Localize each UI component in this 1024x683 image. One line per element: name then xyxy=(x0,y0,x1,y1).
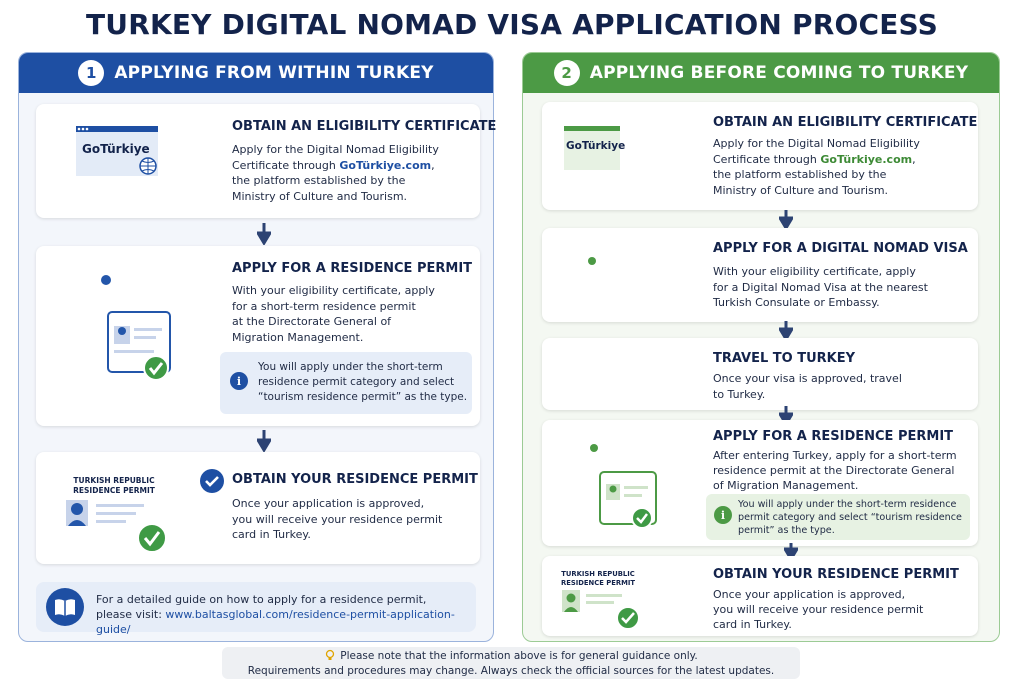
government-building-icon xyxy=(550,230,634,320)
monitor-brand-text: GoTürkiye xyxy=(82,142,150,156)
step-body: Once your application is approved, you will receive your residence permit card in Turkey. xyxy=(713,588,924,631)
step-title: TRAVEL TO TURKEY xyxy=(713,351,856,366)
disclaimer-line-2: Requirements and procedures may change. Always check the official sources for the latest updates. xyxy=(247,665,775,677)
disclaimer-footer xyxy=(222,647,800,679)
step-card-eligibility xyxy=(36,104,497,218)
panel-header xyxy=(523,53,999,93)
gotürkiye-link[interactable]: GoTürkiye.com xyxy=(339,158,432,172)
step-card-travel xyxy=(542,338,978,410)
step-title: APPLY FOR A DIGITAL NOMAD VISA xyxy=(713,241,968,256)
card-line-2: RESIDENCE PERMIT xyxy=(560,579,636,587)
computer-monitor-icon xyxy=(44,108,190,212)
card-line-1: TURKISH REPUBLIC xyxy=(561,570,635,578)
arrow-down-icon xyxy=(257,430,271,452)
panel-number: 2 xyxy=(554,60,580,86)
info-note: i You will apply under the short-term residence permit category and select “tourism residence permit” as the type. xyxy=(220,352,472,414)
step-card-residence-permit xyxy=(542,420,978,546)
step-card-obtain-permit xyxy=(542,556,978,636)
step-number: 3 xyxy=(687,352,697,368)
step-body: Apply for the Digital Nomad Eligibility Certificate through GoTürkiye.com, the platform established by the Ministry of Culture and Tourism. xyxy=(713,137,920,197)
page-title: TURKEY DIGITAL NOMAD VISA APPLICATION PROCESS xyxy=(85,8,939,41)
step-body: Once your application is approved, you will receive your residence permit card in Turkey. xyxy=(232,497,443,541)
step-title: APPLY FOR A RESIDENCE PERMIT xyxy=(232,261,473,276)
panel-heading: APPLYING BEFORE COMING TO TURKEY xyxy=(589,63,969,83)
info-note: i You will apply under the short-term residence permit category and select “tourism residence permit” as the type. xyxy=(706,494,970,540)
guide-box: For a detailed guide on how to apply for a residence permit, please visit: www.baltasglobal.com/residence-permit-application-guide/ xyxy=(36,582,476,632)
step-title: OBTAIN AN ELIGIBILITY CERTIFICATE xyxy=(232,119,497,134)
step-body: With your eligibility certificate, apply for a short-term residence permit at the Directorate General of Migration Management. xyxy=(232,284,435,344)
card-line-1: TURKISH REPUBLIC xyxy=(73,476,155,485)
gotürkiye-link[interactable]: GoTürkiye.com xyxy=(820,152,913,166)
book-icon xyxy=(46,588,84,626)
monitor-brand-text: GoTürkiye xyxy=(566,140,626,152)
step-body: With your eligibility certificate, apply for a Digital Nomad Visa at the nearest Turkish Consulate or Embassy. xyxy=(713,265,928,309)
guide-link[interactable]: www.baltasglobal.com/residence-permit-application-guide/ xyxy=(96,608,455,636)
step-card-residence-permit xyxy=(36,246,480,426)
panel-heading: APPLYING FROM WITHIN TURKEY xyxy=(114,63,434,83)
residence-card-icon xyxy=(550,556,646,634)
disclaimer-line-1: Please note that the information above is for general guidance only. xyxy=(340,650,698,662)
step-title: APPLY FOR A RESIDENCE PERMIT xyxy=(713,429,954,444)
step-title: OBTAIN YOUR RESIDENCE PERMIT xyxy=(713,567,959,582)
panel-number: 1 xyxy=(78,60,104,86)
computer-monitor-icon xyxy=(550,108,634,204)
step-body: After entering Turkey, apply for a short-term residence permit at the Directorate General of Migration Management. xyxy=(713,449,957,492)
step-body: Once your visa is approved, travel to Turkey. xyxy=(713,372,902,401)
arrow-down-icon xyxy=(257,223,271,245)
step-card-nomad-visa xyxy=(542,228,978,322)
step-number: 1 xyxy=(687,116,697,132)
residence-card-icon xyxy=(44,456,190,560)
step-body: Apply for the Digital Nomad Eligibility Certificate through GoTürkiye.com, the platform established by the Ministry of Culture and Tourism. xyxy=(232,143,439,203)
government-building-icon xyxy=(44,250,190,400)
card-line-2: RESIDENCE PERMIT xyxy=(73,486,155,495)
step-number: 2 xyxy=(687,242,697,258)
step-number: 4 xyxy=(687,430,697,446)
info-icon: i xyxy=(714,506,732,524)
step-title: OBTAIN AN ELIGIBILITY CERTIFICATE xyxy=(713,115,978,130)
airplane-icon xyxy=(550,338,634,408)
panel-header xyxy=(19,53,493,93)
step-number: 2 xyxy=(207,262,217,278)
step-card-obtain-permit xyxy=(36,452,480,564)
step-title: OBTAIN YOUR RESIDENCE PERMIT xyxy=(232,472,478,487)
info-icon: i xyxy=(230,372,248,390)
check-circle-icon xyxy=(200,469,224,493)
government-building-icon xyxy=(550,422,662,534)
guide-line-1: For a detailed guide on how to apply for a residence permit, xyxy=(96,593,427,606)
step-number: 1 xyxy=(207,120,217,136)
step-card-eligibility xyxy=(542,102,978,210)
step-number: 5 xyxy=(687,568,697,584)
lightbulb-icon xyxy=(324,649,336,661)
